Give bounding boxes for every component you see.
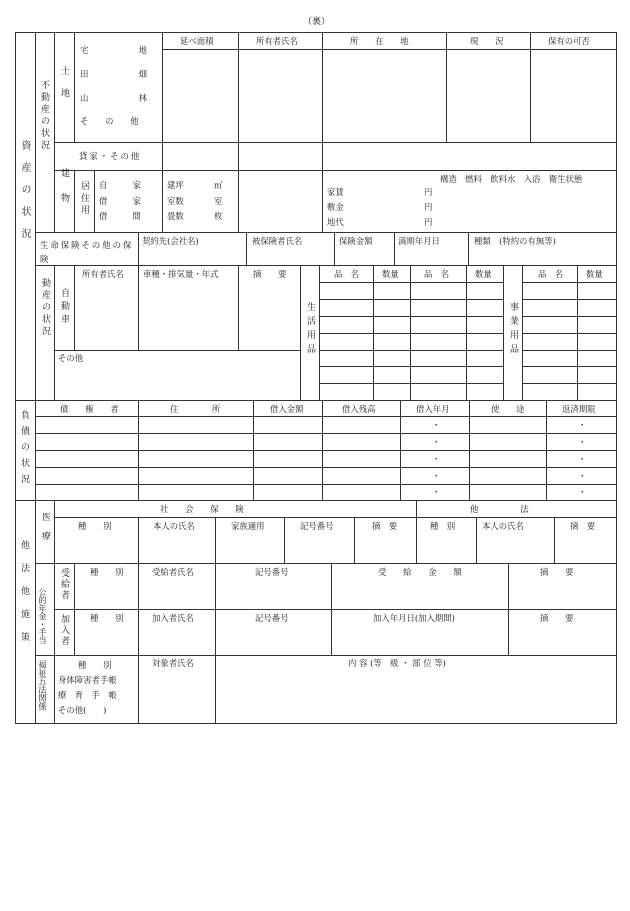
asset-section-label: 資産の状況 [19, 140, 30, 250]
debt-dot: ・ [432, 487, 441, 497]
label-land-rent: 地代 [327, 217, 344, 227]
col-floor-area: 延べ面積 [180, 36, 214, 46]
welfare-item-other: その他( ) [58, 705, 107, 715]
yen-deposit: 円 [424, 202, 433, 212]
land-label: 土地 [59, 66, 69, 110]
building-label: 建物 [59, 168, 69, 218]
mem-col-number: 記号番号 [255, 613, 289, 623]
ins-col-maturity: 満期年月日 [398, 236, 440, 246]
debt-dot: ・ [432, 471, 441, 481]
welfare-item-ryoiku: 療 育 手 帳 [58, 690, 117, 700]
ins-col-insured: 被保険者氏名 [252, 236, 303, 246]
label-deposit: 敷金 [327, 202, 344, 212]
debt-dot: ・ [432, 454, 441, 464]
welfare-item-disability: 身体障害者手帳 [58, 675, 117, 685]
business-col-qty: 数量 [586, 269, 603, 279]
member-label: 加入者 [59, 614, 69, 647]
rec-col-number: 記号番号 [255, 567, 289, 577]
med-col-notes: 摘 要 [372, 521, 398, 531]
mem-col-type: 種 別 [90, 613, 124, 623]
welfare-col-content: 内 容 (等 級 ・ 部 位 等) [348, 658, 446, 668]
page-label: （裏） [303, 17, 331, 27]
rec-col-notes: 摘 要 [540, 567, 574, 577]
social-insurance-label: 社 会 保 険 [160, 504, 244, 514]
mem-col-notes: 摘 要 [540, 613, 574, 623]
other-col-type: 種 別 [430, 521, 456, 531]
unit-rooms: 室 [214, 196, 223, 206]
realestate-label: 不動産の状況 [39, 80, 49, 152]
living-col-qty-1: 数量 [382, 269, 399, 279]
car-col-owner: 所有者氏名 [82, 269, 124, 279]
ins-col-company: 契約先(会社名) [142, 236, 199, 246]
col-retention: 保有の可否 [548, 36, 590, 46]
rec-col-name: 受給者氏名 [152, 567, 194, 577]
other-col-name: 本人の氏名 [482, 521, 524, 531]
debt-dot: ・ [578, 471, 587, 481]
mem-col-join-date: 加入年月日(加入期間) [373, 613, 455, 623]
unit-tatami: 枚 [214, 211, 223, 221]
other-law-label: 他法他施策 [19, 540, 29, 655]
pension-label: 公的年金・手当 [38, 588, 47, 644]
welfare-col-target: 対象者氏名 [152, 658, 194, 668]
living-conditions: 構造 燃料 飲料水 入浴 衛生状態 [440, 174, 583, 184]
medical-label: 医療 [40, 512, 50, 550]
yen-rent: 円 [424, 187, 433, 197]
rent-other-label: 貸家・その他 [79, 151, 142, 161]
ins-col-type: 種類 (特約の有無等) [474, 236, 556, 246]
movable-other-label: その他 [58, 353, 84, 363]
welfare-label: 福祉五法関係 [37, 660, 48, 711]
col-current-status: 現 況 [470, 36, 504, 46]
land-type-field: 田 畑 [80, 69, 147, 79]
car-col-notes: 摘 要 [253, 269, 287, 279]
debt-col-due: 返済期限 [562, 404, 596, 414]
land-type-other: そ の 他 [80, 116, 139, 126]
other-col-notes: 摘 要 [570, 521, 596, 531]
label-rent: 家賃 [327, 187, 344, 197]
debt-dot: ・ [432, 437, 441, 447]
residence-label: 居住用 [79, 181, 89, 217]
med-col-name: 本人の氏名 [153, 521, 195, 531]
living-col-item-1: 品 名 [334, 269, 360, 279]
debt-col-purpose: 使 途 [491, 404, 525, 414]
debt-col-date: 借入年月 [416, 404, 450, 414]
movable-label: 動産の状況 [40, 278, 50, 338]
business-goods-label: 事業用品 [508, 302, 518, 358]
col-owner-name: 所有者氏名 [256, 36, 298, 46]
debt-col-address: 住 所 [170, 404, 221, 414]
med-col-family: 家族適用 [231, 521, 265, 531]
living-col-item-2: 品 名 [424, 269, 450, 279]
debt-label: 負債の状況 [19, 410, 29, 490]
label-tatami: 畳数 [167, 211, 184, 221]
unit-tsubo: ㎡ [214, 180, 223, 190]
debt-col-balance: 借入残高 [342, 404, 376, 414]
car-col-model: 車種・排気量・年式 [143, 269, 219, 279]
med-col-type: 種 別 [78, 521, 112, 531]
debt-dot: ・ [578, 420, 587, 430]
mem-col-name: 加入者氏名 [152, 613, 194, 623]
other-law-header: 他 法 [470, 504, 529, 514]
recipient-label: 受給者 [59, 568, 69, 601]
rec-col-amount: 受 給 金 額 [378, 567, 462, 577]
rec-col-type: 種 別 [90, 567, 124, 577]
type-rented-room: 借 間 [99, 211, 141, 221]
debt-dot: ・ [432, 420, 441, 430]
debt-dot: ・ [578, 487, 587, 497]
debt-dot: ・ [578, 437, 587, 447]
business-col-item: 品 名 [538, 269, 564, 279]
ins-col-amount: 保険金額 [339, 236, 373, 246]
med-col-number: 記号番号 [300, 521, 334, 531]
land-type-residential: 宅 地 [80, 45, 147, 55]
debt-col-loan-amount: 借入金額 [270, 404, 304, 414]
living-col-qty-2: 数量 [475, 269, 492, 279]
insurance-label: 生命保険その他の保険 [40, 240, 134, 264]
debt-dot: ・ [578, 454, 587, 464]
col-location: 所 在 地 [350, 36, 409, 46]
living-goods-label: 生活用品 [305, 302, 315, 358]
yen-land-rent: 円 [424, 217, 433, 227]
label-rooms: 室数 [167, 196, 184, 206]
label-tsubo: 建坪 [167, 180, 184, 190]
debt-col-creditor: 債 権 者 [60, 404, 119, 414]
welfare-col-kind: 種 別 [78, 660, 112, 670]
type-own-house: 自 家 [99, 180, 141, 190]
land-type-forest: 山 林 [80, 93, 147, 103]
type-rented-house: 借 家 [99, 196, 141, 206]
car-label: 自動車 [59, 288, 69, 327]
